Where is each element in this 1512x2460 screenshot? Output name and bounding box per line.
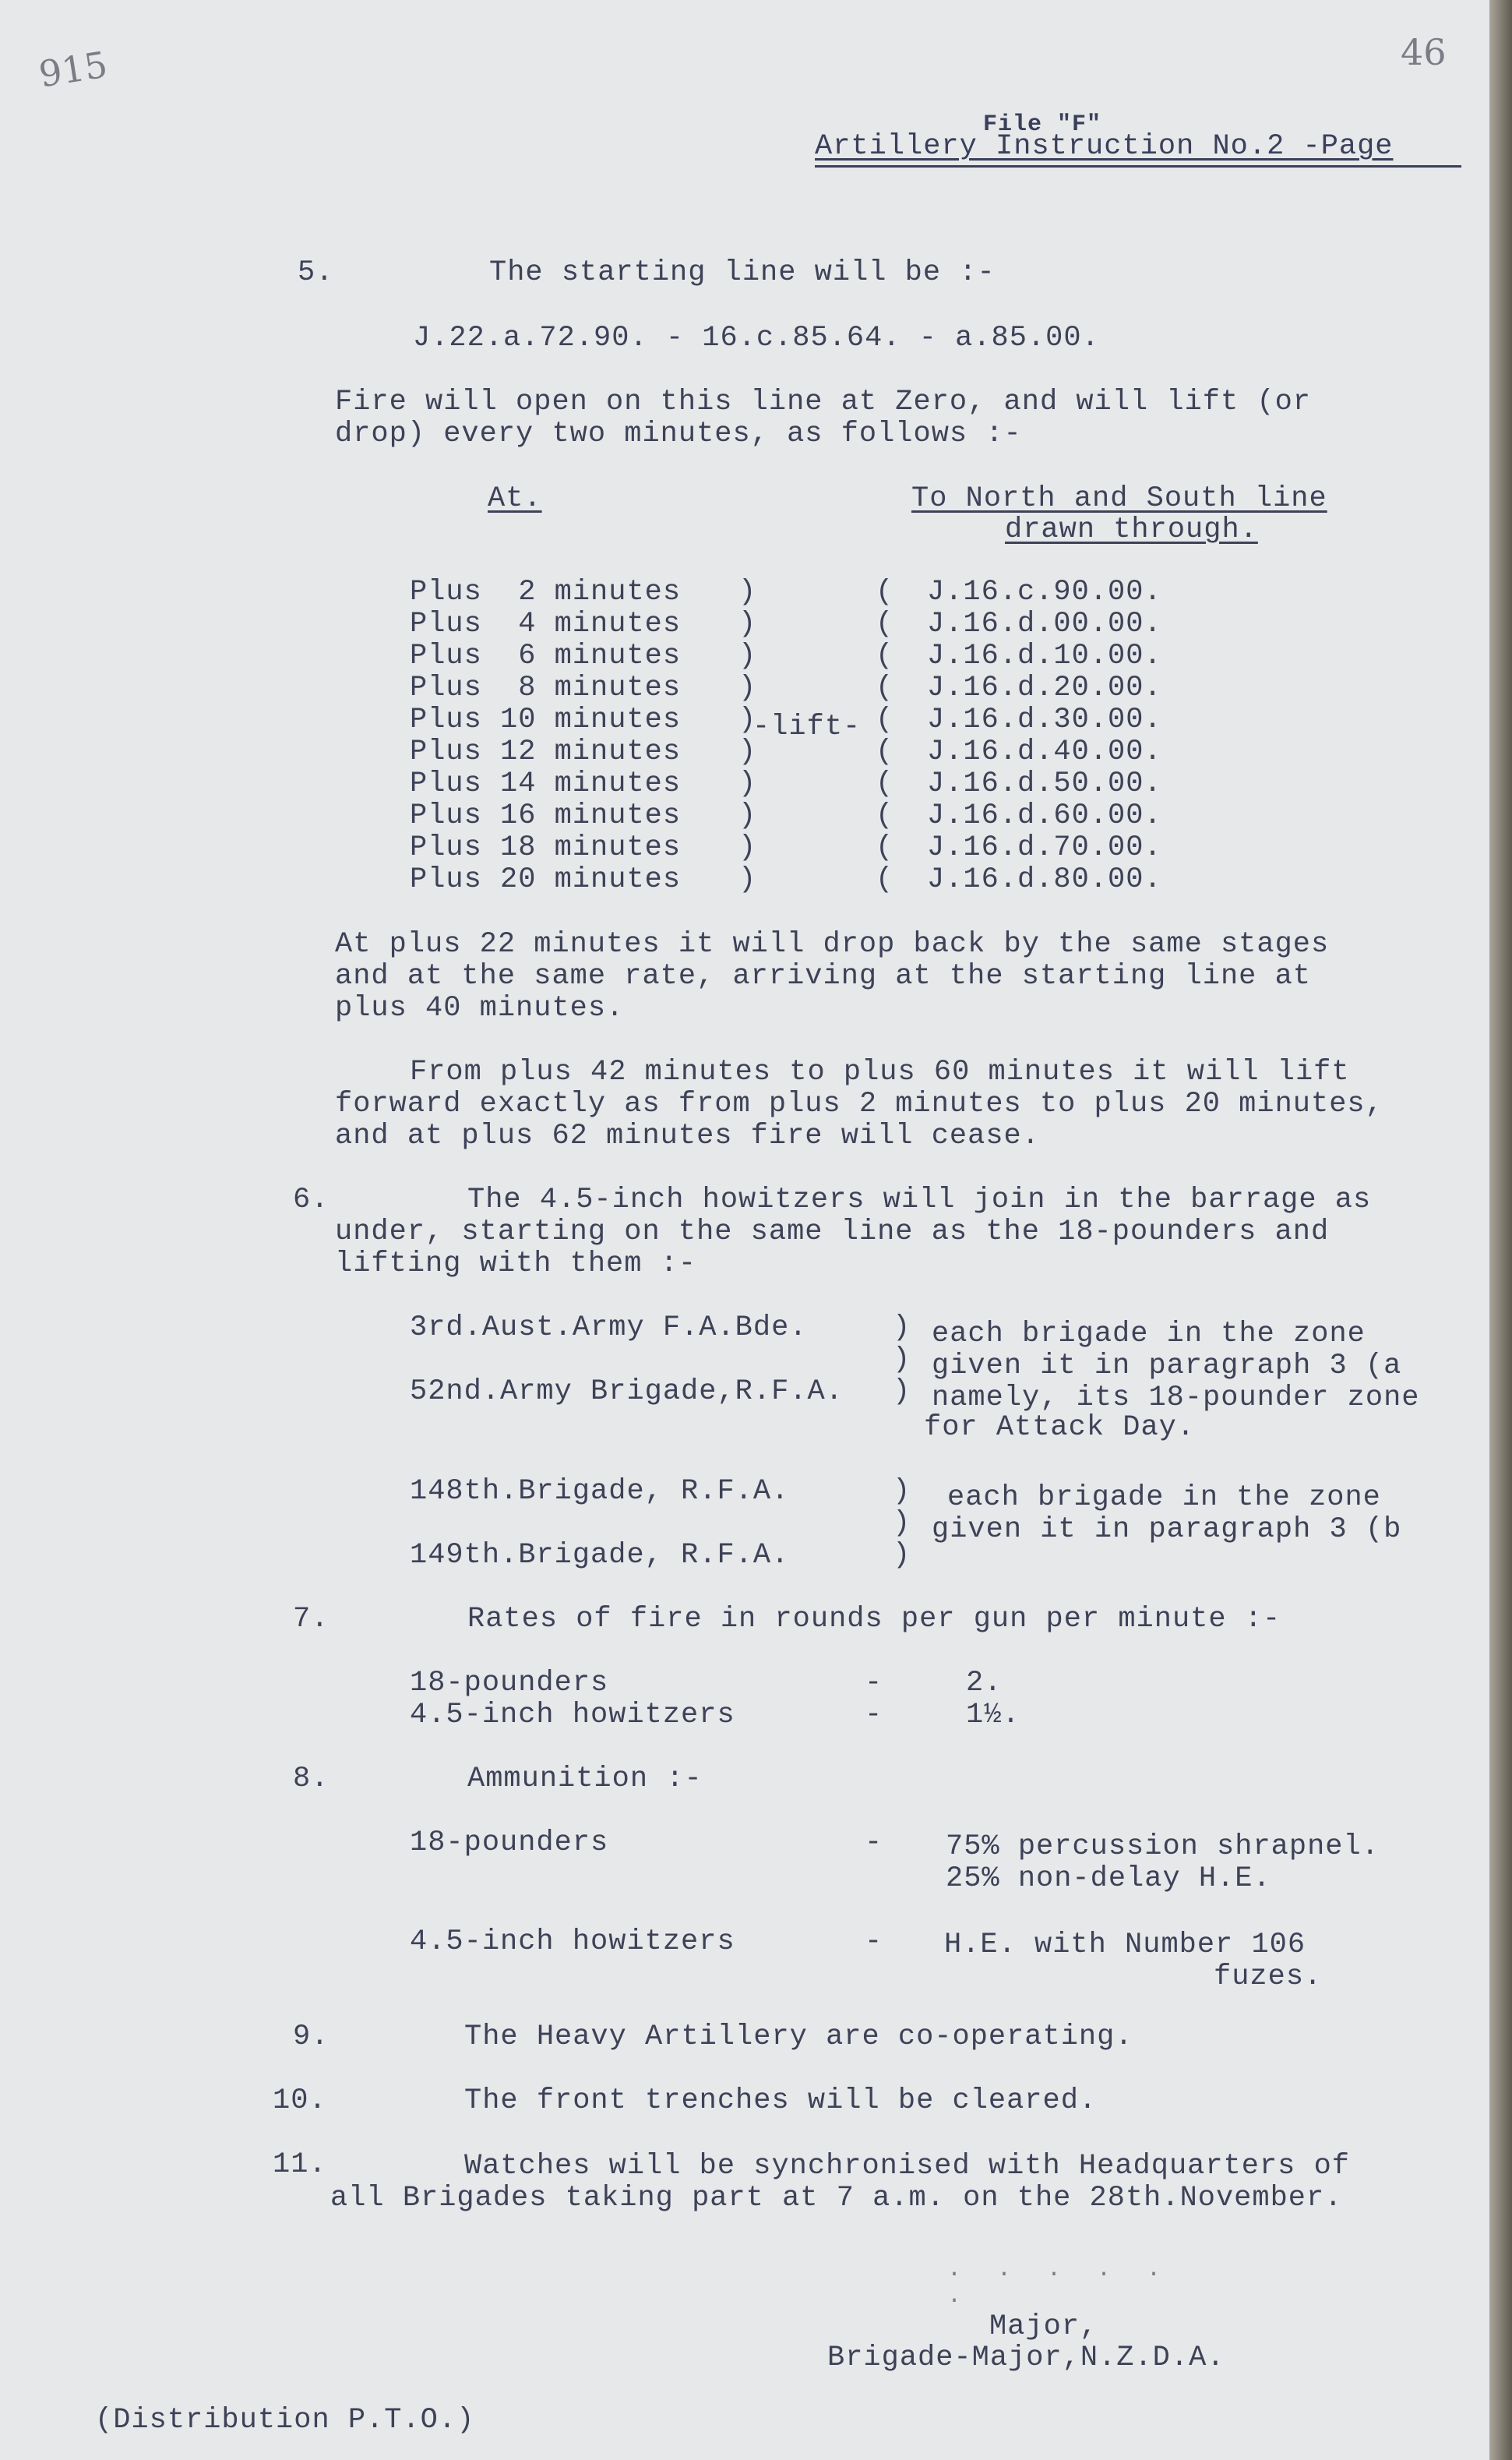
lift-row-time: Plus 20 minutes [410,863,682,896]
lift-row-line: J.16.d.80.00. [927,863,1162,896]
brace-1c: ) [893,1375,911,1408]
group1-zone-4: for Attack Day. [924,1411,1196,1444]
para5-after-4: From plus 42 minutes to plus 60 minutes it will lift [410,1056,1350,1089]
distribution-note: (Distribution P.T.O.) [95,2404,475,2437]
lift-row-line: J.16.d.00.00. [927,608,1162,641]
lift-label: -lift- [752,711,862,743]
col-header-to-2: drawn through. [1005,514,1258,546]
para5-after-5: forward exactly as from plus 2 minutes to plus 20 minutes, [335,1088,1383,1121]
group1-zone-1: each brigade in the zone [932,1318,1366,1350]
col-header-at: At. [488,482,542,515]
lift-row-brace-right: ( [876,608,893,641]
ammo-18pdr-value-1: 75% percussion shrapnel. [946,1830,1380,1863]
lift-row-brace-right: ( [876,640,893,672]
lift-row-brace-left: ) [738,704,756,736]
signature-rank: Major, [989,2310,1098,2343]
group2-unit-a: 148th.Brigade, R.F.A. [410,1475,790,1508]
para7-number: 7. [293,1603,330,1636]
header-underline [815,165,1461,168]
para5-after-2: and at the same rate, arriving at the starting line at [335,960,1311,993]
group2-zone-2: given it in paragraph 3 (b [932,1513,1402,1546]
ammo-howitzer-dash: - [865,1925,883,1958]
para10-text: The front trenches will be cleared. [464,2084,1098,2117]
lift-row-brace-right: ( [876,576,893,609]
pencil-folio-left: 915 [36,43,111,96]
para6-line-3: lifting with them :- [335,1248,697,1280]
ammo-18pdr-value-2: 25% non-delay H.E. [946,1862,1271,1895]
group1-unit-b: 52nd.Army Brigade,R.F.A. [410,1375,844,1408]
lift-row-time: Plus 12 minutes [410,736,682,768]
lift-row-time: Plus 14 minutes [410,768,682,800]
rate-howitzer-value: 1½. [966,1699,1020,1731]
para9-number: 9. [293,2021,330,2053]
lift-row-brace-left: ) [738,768,756,800]
brace-2b: ) [893,1507,911,1540]
group2-zone-1: each brigade in the zone [947,1481,1381,1514]
page-edge [1489,0,1512,2460]
lift-row-line: J.16.d.60.00. [927,799,1162,832]
lift-row-line: J.16.d.50.00. [927,768,1162,800]
lift-row-time: Plus 16 minutes [410,799,682,832]
para8-number: 8. [293,1763,330,1795]
para9-text: The Heavy Artillery are co-operating. [464,2021,1133,2053]
ammo-howitzer-value-2: fuzes. [1214,1961,1323,1993]
para7-heading: Rates of fire in rounds per gun per minute :- [467,1603,1281,1636]
lift-row-time: Plus 6 minutes [410,640,682,672]
header-title: Artillery Instruction No.2 -Page [815,130,1394,163]
lift-row-brace-right: ( [876,768,893,800]
lift-row-brace-left: ) [738,863,756,896]
lift-row-brace-left: ) [738,608,756,641]
group1-zone-3: namely, its 18-pounder zone [932,1382,1420,1414]
brace-2a: ) [893,1475,911,1508]
lift-row-brace-right: ( [876,799,893,832]
lift-row-brace-left: ) [738,576,756,609]
para11-number: 11. [273,2148,327,2181]
ammo-18pdr-dash: - [865,1826,883,1859]
lift-row-line: J.16.d.10.00. [927,640,1162,672]
para5-text-2: drop) every two minutes, as follows :- [335,418,1022,450]
lift-row-time: Plus 4 minutes [410,608,682,641]
para5-after-6: and at plus 62 minutes fire will cease. [335,1120,1040,1152]
group2-unit-b: 149th.Brigade, R.F.A. [410,1539,790,1572]
para6-line-2: under, starting on the same line as the 18-pounders and [335,1216,1330,1248]
lift-row-line: J.16.d.70.00. [927,831,1162,864]
rate-18pdr-value: 2. [966,1667,1003,1699]
group1-zone-2: given it in paragraph 3 (a [932,1350,1402,1382]
para5-starting-line: J.22.a.72.90. - 16.c.85.64. - a.85.00. [413,322,1100,355]
file-stamp: File "F" [983,111,1102,138]
lift-row-brace-left: ) [738,799,756,832]
signature-title: Brigade-Major,N.Z.D.A. [827,2342,1225,2374]
lift-row-brace-right: ( [876,736,893,768]
ammo-howitzer-value-1: H.E. with Number 106 [944,1929,1306,1961]
lift-row-brace-right: ( [876,863,893,896]
lift-row-brace-left: ) [738,736,756,768]
para11-line-1: Watches will be synchronised with Headquarters of [464,2150,1350,2183]
ammo-18pdr-label: 18-pounders [410,1826,609,1859]
brace-1b: ) [893,1343,911,1376]
lift-row-time: Plus 10 minutes [410,704,682,736]
lift-row-line: J.16.d.30.00. [927,704,1162,736]
brace-1a: ) [893,1311,911,1344]
lift-row-brace-left: ) [738,640,756,672]
lift-row-time: Plus 18 minutes [410,831,682,864]
signature-mark: . . . . . . [947,2257,1172,2310]
lift-row-brace-right: ( [876,672,893,704]
pencil-folio-right: 46 [1401,31,1447,73]
rate-18pdr-dash: - [865,1667,883,1699]
lift-row-line: J.16.d.20.00. [927,672,1162,704]
para8-heading: Ammunition :- [467,1763,703,1795]
lift-row-time: Plus 2 minutes [410,576,682,609]
rate-18pdr-label: 18-pounders [410,1667,609,1699]
rate-howitzer-label: 4.5-inch howitzers [410,1699,735,1731]
lift-row-brace-right: ( [876,831,893,864]
lift-row-time: Plus 8 minutes [410,672,682,704]
para10-number: 10. [273,2084,327,2117]
lift-row-line: J.16.d.40.00. [927,736,1162,768]
lift-row-line: J.16.c.90.00. [927,576,1162,609]
ammo-howitzer-label: 4.5-inch howitzers [410,1925,735,1958]
para11-line-2: all Brigades taking part at 7 a.m. on the 28th.November. [330,2182,1343,2215]
para5-text-1: Fire will open on this line at Zero, and will lift (or [335,386,1311,418]
rate-howitzer-dash: - [865,1699,883,1731]
group1-unit-a: 3rd.Aust.Army F.A.Bde. [410,1311,808,1344]
para6-line-1: The 4.5-inch howitzers will join in the barrage as [467,1184,1372,1216]
para5-intro: The starting line will be :- [489,256,996,289]
lift-row-brace-left: ) [738,831,756,864]
para5-after-1: At plus 22 minutes it will drop back by the same stages [335,928,1330,961]
para5-after-3: plus 40 minutes. [335,992,625,1025]
lift-row-brace-left: ) [738,672,756,704]
col-header-to-1: To North and South line [911,482,1327,515]
lift-row-brace-right: ( [876,704,893,736]
para6-number: 6. [293,1184,330,1216]
brace-2c: ) [893,1539,911,1572]
para5-number: 5. [298,256,334,289]
